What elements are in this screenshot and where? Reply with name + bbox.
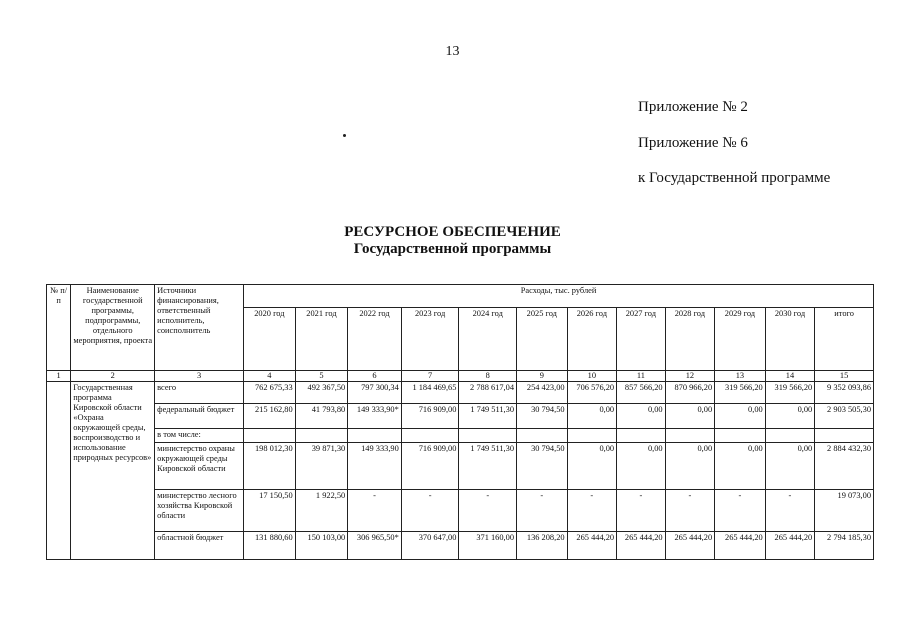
column-index-cell: 7	[401, 371, 459, 382]
column-index-cell: 14	[765, 371, 815, 382]
column-index-cell: 12	[665, 371, 715, 382]
year-value-cell: -	[715, 490, 766, 532]
column-index-cell: 11	[617, 371, 666, 382]
header-year: 2025 год	[517, 308, 568, 371]
year-value-cell: 0,00	[567, 443, 617, 490]
appendix-label-6: Приложение № 6	[638, 135, 748, 151]
header-num: № п/п	[47, 285, 71, 371]
year-value-cell: 492 367,50	[295, 382, 348, 404]
title-line-2: Государственной программы	[353, 241, 552, 257]
total-value-cell	[815, 429, 874, 443]
header-year: 2022 год	[348, 308, 402, 371]
total-value-cell: 19 073,00	[815, 490, 874, 532]
column-index-cell: 5	[295, 371, 348, 382]
header-name: Наименование государственной программы, подпрограммы, отдельного мероприятия, проекта	[71, 285, 155, 371]
year-value-cell: 370 647,00	[401, 532, 459, 560]
program-num-cell	[47, 382, 71, 560]
header-year: 2028 год	[665, 308, 715, 371]
total-value-cell: 9 352 093,86	[815, 382, 874, 404]
year-value-cell: 41 793,80	[295, 404, 348, 429]
year-value-cell	[295, 429, 348, 443]
table-row	[47, 532, 874, 560]
year-value-cell: 265 444,20	[715, 532, 766, 560]
year-value-cell: 319 566,20	[715, 382, 766, 404]
year-value-cell	[348, 429, 402, 443]
year-value-cell: 136 208,20	[517, 532, 568, 560]
year-value-cell: -	[765, 490, 815, 532]
funding-source-cell: всего	[155, 382, 244, 404]
year-value-cell: 198 012,30	[244, 443, 296, 490]
table-row	[47, 443, 874, 490]
column-index-cell: 9	[517, 371, 568, 382]
year-value-cell: 716 909,00	[401, 404, 459, 429]
year-value-cell: 0,00	[665, 404, 715, 429]
year-value-cell	[459, 429, 517, 443]
year-value-cell: 39 871,30	[295, 443, 348, 490]
year-value-cell: 0,00	[765, 443, 815, 490]
year-value-cell	[765, 429, 815, 443]
resource-table	[46, 284, 874, 560]
year-value-cell: 870 966,20	[665, 382, 715, 404]
header-expenses: Расходы, тыс. рублей	[244, 285, 874, 308]
year-value-cell: 0,00	[765, 404, 815, 429]
appendix-reference: к Государственной программе	[638, 170, 831, 186]
header-year: 2027 год	[617, 308, 666, 371]
program-name-cell: Государственная программа Кировской области «Охрана окружающей среды, воспроизводство и использование природных ресурсов»	[71, 382, 155, 560]
header-year: 2024 год	[459, 308, 517, 371]
year-value-cell: 150 103,00	[295, 532, 348, 560]
total-value-cell: 2 794 185,30	[815, 532, 874, 560]
year-value-cell: 30 794,50	[517, 404, 568, 429]
header-year: 2026 год	[567, 308, 617, 371]
year-value-cell: 0,00	[665, 443, 715, 490]
year-value-cell: 306 965,50*	[348, 532, 402, 560]
year-value-cell: 0,00	[617, 404, 666, 429]
year-value-cell	[517, 429, 568, 443]
column-index-cell: 13	[715, 371, 766, 382]
header-year: 2020 год	[244, 308, 296, 371]
page-number: 13	[445, 44, 460, 59]
header-year: 2023 год	[401, 308, 459, 371]
year-value-cell	[617, 429, 666, 443]
column-index-cell: 15	[815, 371, 874, 382]
year-value-cell: -	[617, 490, 666, 532]
year-value-cell: 131 880,60	[244, 532, 296, 560]
year-value-cell: -	[665, 490, 715, 532]
year-value-cell: 716 909,00	[401, 443, 459, 490]
total-value-cell: 2 884 432,30	[815, 443, 874, 490]
year-value-cell: 2 788 617,04	[459, 382, 517, 404]
year-value-cell: 1 184 469,65	[401, 382, 459, 404]
total-value-cell: 2 903 505,30	[815, 404, 874, 429]
year-value-cell: -	[567, 490, 617, 532]
scan-speck	[343, 134, 346, 137]
year-value-cell: -	[517, 490, 568, 532]
column-index-cell: 3	[155, 371, 244, 382]
table-row	[47, 382, 874, 404]
year-value-cell: 149 333,90*	[348, 404, 402, 429]
year-value-cell: 1 922,50	[295, 490, 348, 532]
title-line-1: РЕСУРСНОЕ ОБЕСПЕЧЕНИЕ	[344, 224, 561, 240]
year-value-cell: 0,00	[715, 404, 766, 429]
funding-source-cell: в том числе:	[155, 429, 244, 443]
year-value-cell: 1 749 511,30	[459, 443, 517, 490]
year-value-cell: 265 444,20	[567, 532, 617, 560]
year-value-cell: 1 749 511,30	[459, 404, 517, 429]
funding-source-cell: федеральный бюджет	[155, 404, 244, 429]
header-source: Источники финансирования, ответственный исполнитель, соисполнитель	[155, 285, 244, 371]
appendix-label-2: Приложение № 2	[638, 99, 748, 115]
year-value-cell: 254 423,00	[517, 382, 568, 404]
year-value-cell: 0,00	[617, 443, 666, 490]
year-value-cell: 319 566,20	[765, 382, 815, 404]
column-index-cell: 6	[348, 371, 402, 382]
table-row	[47, 490, 874, 532]
funding-source-cell: министерство охраны окружающей среды Кировской области	[155, 443, 244, 490]
funding-source-cell: министерство лесного хозяйства Кировской области	[155, 490, 244, 532]
year-value-cell: -	[401, 490, 459, 532]
year-value-cell	[244, 429, 296, 443]
year-value-cell: 149 333,90	[348, 443, 402, 490]
year-value-cell: 265 444,20	[665, 532, 715, 560]
header-total: итого	[815, 308, 874, 371]
year-value-cell: 797 300,34	[348, 382, 402, 404]
year-value-cell: -	[459, 490, 517, 532]
header-year: 2030 год	[765, 308, 815, 371]
column-index-cell: 10	[567, 371, 617, 382]
year-value-cell	[665, 429, 715, 443]
year-value-cell: 762 675,33	[244, 382, 296, 404]
year-value-cell	[715, 429, 766, 443]
column-index-cell: 8	[459, 371, 517, 382]
year-value-cell: 371 160,00	[459, 532, 517, 560]
header-year: 2021 год	[295, 308, 348, 371]
year-value-cell: 30 794,50	[517, 443, 568, 490]
column-index-cell: 4	[244, 371, 296, 382]
column-index-cell: 2	[71, 371, 155, 382]
year-value-cell: 706 576,20	[567, 382, 617, 404]
header-year: 2029 год	[715, 308, 766, 371]
year-value-cell	[567, 429, 617, 443]
year-value-cell: 265 444,20	[617, 532, 666, 560]
document-title	[0, 224, 905, 258]
year-value-cell	[401, 429, 459, 443]
year-value-cell: 0,00	[567, 404, 617, 429]
funding-source-cell: областной бюджет	[155, 532, 244, 560]
year-value-cell: 0,00	[715, 443, 766, 490]
year-value-cell: 17 150,50	[244, 490, 296, 532]
year-value-cell: -	[348, 490, 402, 532]
table-row	[47, 429, 874, 443]
table-row	[47, 404, 874, 429]
year-value-cell: 215 162,80	[244, 404, 296, 429]
index-row	[47, 371, 874, 382]
year-value-cell: 857 566,20	[617, 382, 666, 404]
column-index-cell: 1	[47, 371, 71, 382]
year-value-cell: 265 444,20	[765, 532, 815, 560]
